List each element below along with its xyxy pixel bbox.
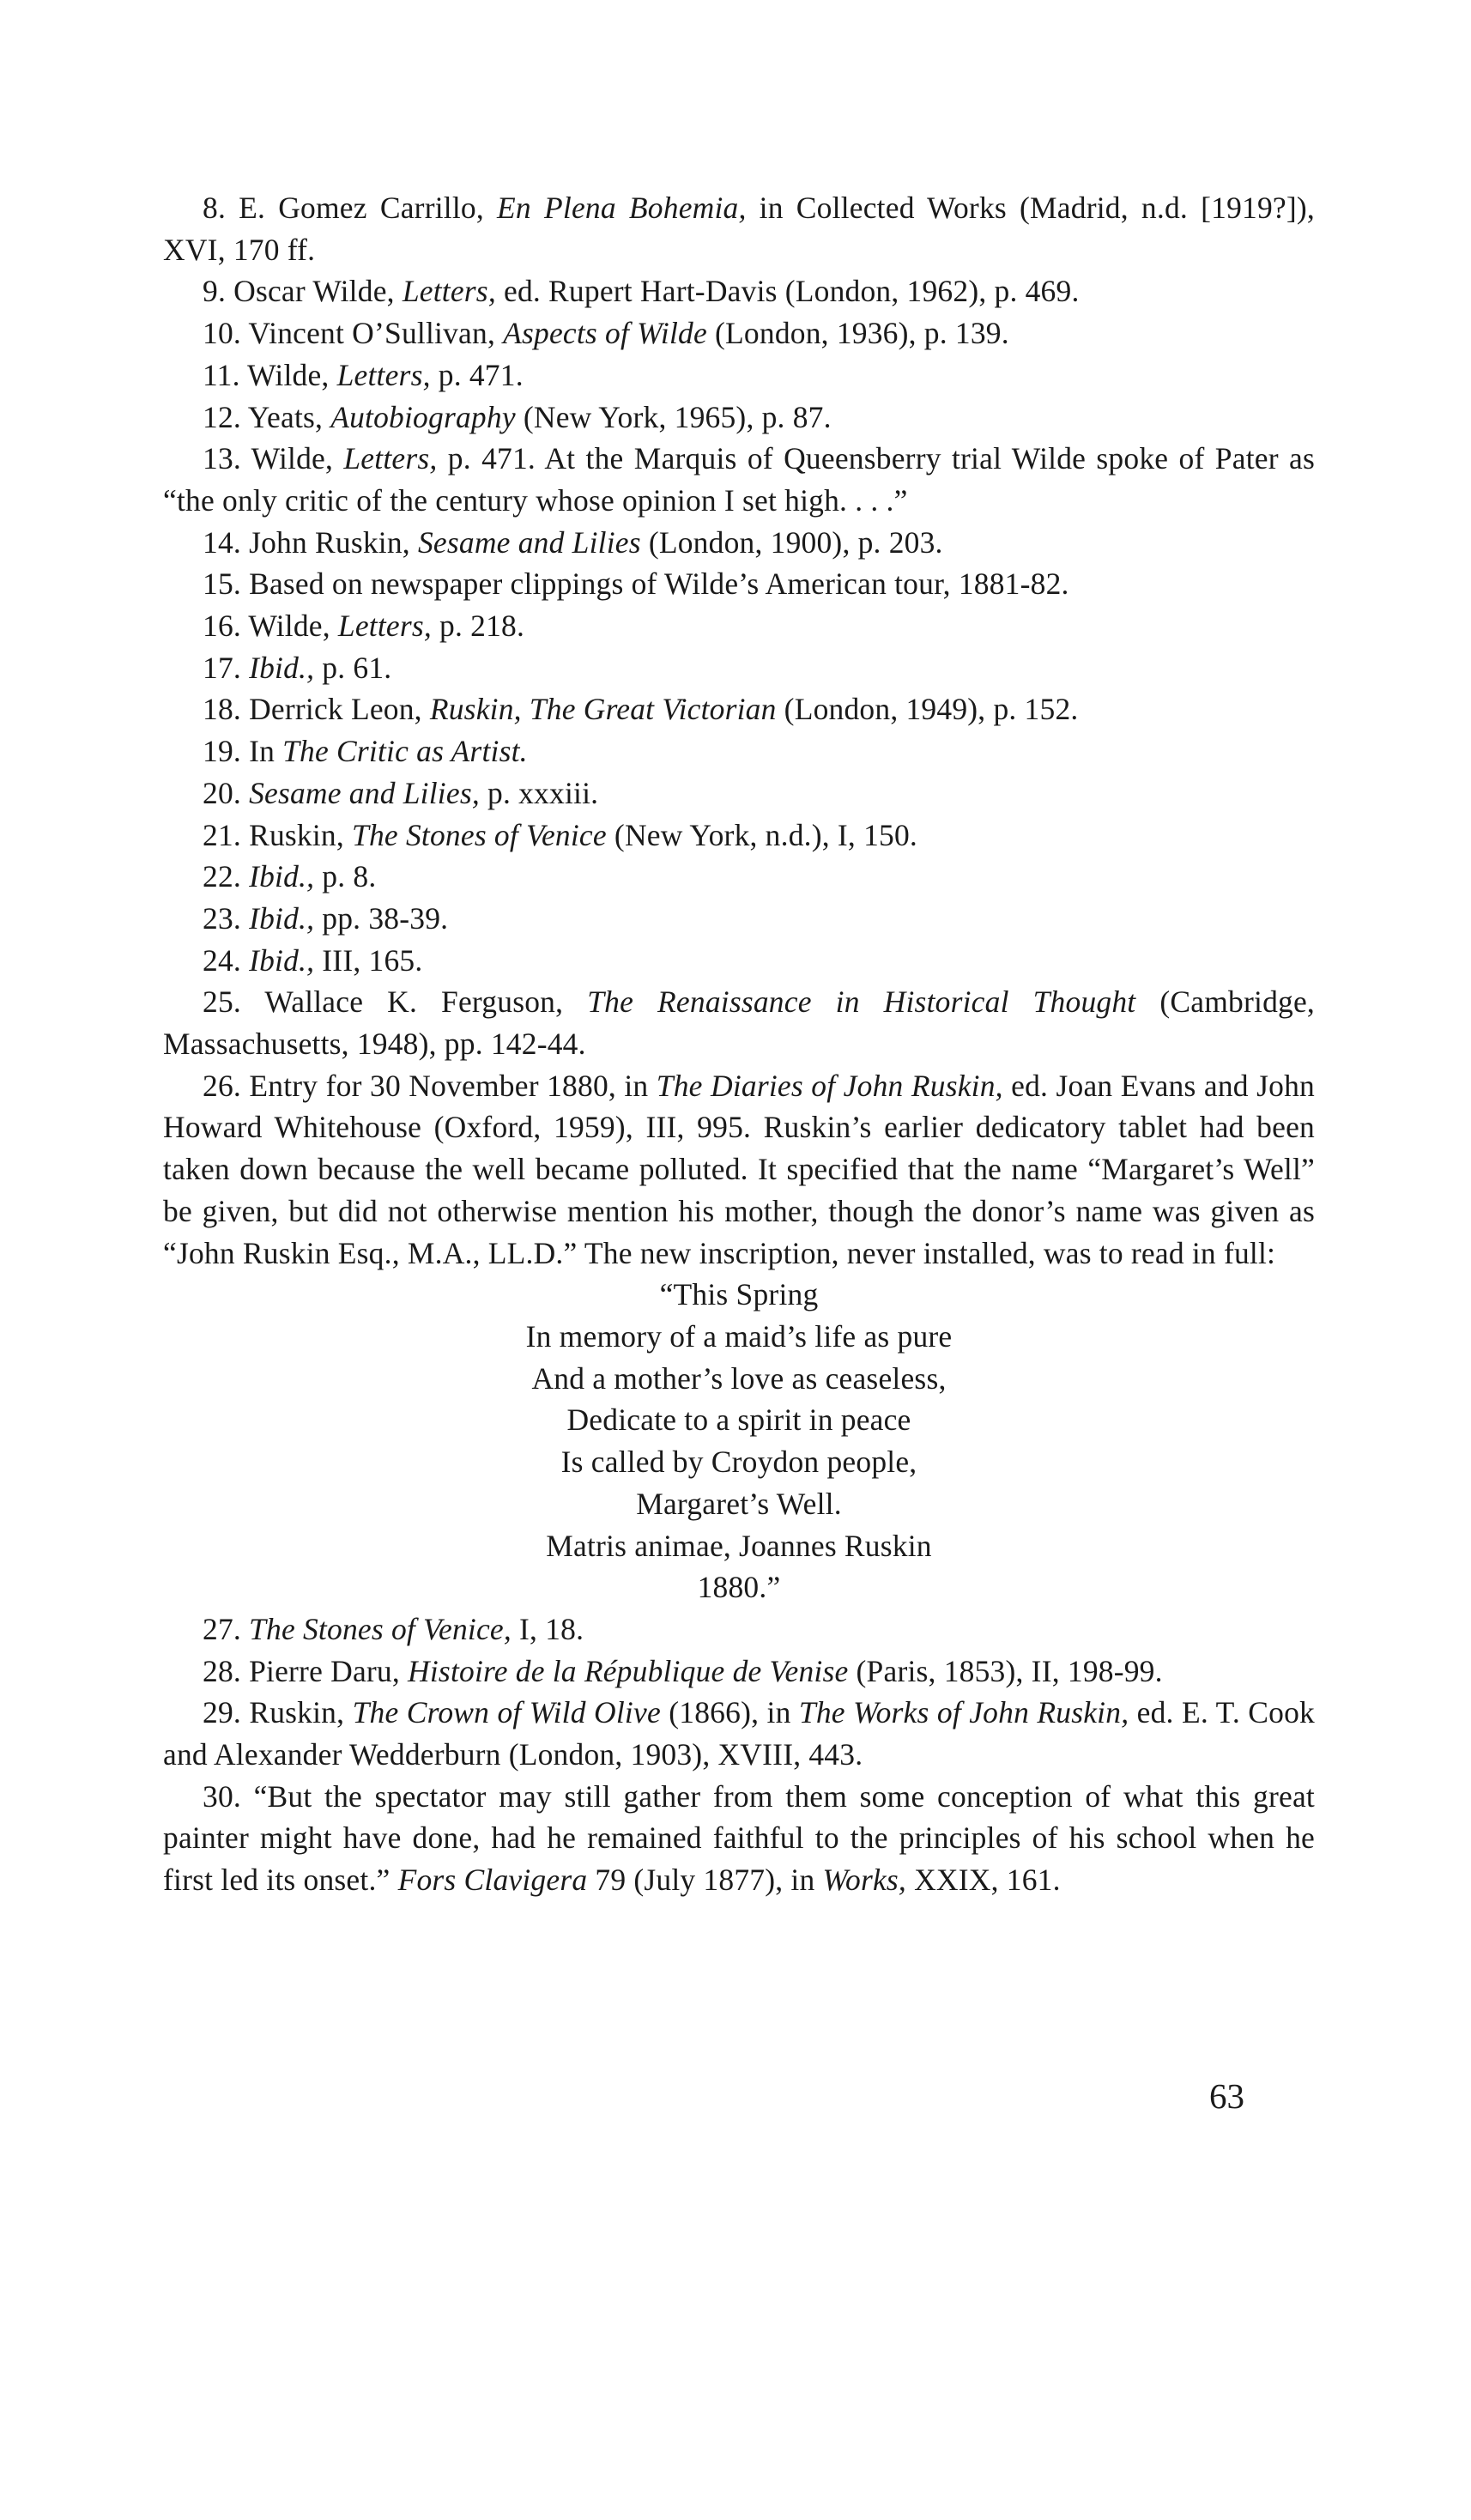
endnote-number: 27. xyxy=(203,1611,241,1646)
endnote-text: 79 (July 1877), in xyxy=(587,1863,823,1898)
endnote-title: Autobiography xyxy=(330,399,516,434)
endnote-text: E. Gomez Carrillo, xyxy=(239,191,498,225)
verse-line: Margaret’s Well. xyxy=(636,1486,842,1521)
endnote-title: The Stones of Venice, xyxy=(249,1611,512,1646)
endnote-title: En Plena Bohemia, xyxy=(497,191,747,225)
endnote xyxy=(163,1651,1315,1693)
endnote-title: Histoire de la République de Venise xyxy=(408,1653,849,1688)
endnote-number: 23. xyxy=(203,900,241,936)
endnote-number: 15. xyxy=(203,566,241,602)
endnote-number: 26. xyxy=(203,1068,241,1103)
endnote-text: in Collected Works (Madrid, n.d. [1919?]), XVI, 170 ff. xyxy=(163,191,1315,267)
verse-line: “This Spring xyxy=(659,1277,819,1312)
endnote xyxy=(163,1608,1315,1651)
endnote-text: ed. E. T. Cook and Alexander Wedderburn (London, 1903), XVIII, 443. xyxy=(163,1695,1315,1772)
endnote-title: Ibid., xyxy=(249,942,315,978)
endnote-title: The Works of John Ruskin, xyxy=(798,1695,1129,1730)
endnote-number: 29. xyxy=(203,1695,241,1730)
endnote xyxy=(163,1776,1315,1901)
endnote-text: pp. 38-39. xyxy=(314,900,449,936)
endnote-text: (New York, n.d.), I, 150. xyxy=(606,817,918,852)
endnote-text: p. xxxiii. xyxy=(479,775,599,810)
endnote xyxy=(163,522,1315,564)
endnote-number: 30. xyxy=(203,1778,241,1814)
endnote-title: Letters, xyxy=(336,357,431,392)
endnote-text: Ruskin, xyxy=(249,817,353,852)
endnote xyxy=(163,270,1315,312)
endnote-title: Fors Clavigera xyxy=(397,1863,588,1898)
endnote-text: ed. Joan Evans and John Howard Whitehouse (Oxford, 1959), III, 995. Ruskin’s earlier dedicatory tablet had been taken down because the well became polluted. It specified that the name “Margaret’s Well” be given, but did not otherwise mention his mother, though the donor’s name was given as “John Ruskin Esq., M.A., LL.D.” The new inscription, never installed, was to read in full: xyxy=(163,1068,1316,1270)
endnote-title: Letters, xyxy=(343,441,438,476)
endnote-text: p. 471. At the Marquis of Queensberry trial Wilde spoke of Pater as “the only critic of the century whose opinion I set high. . . .” xyxy=(163,441,1316,518)
endnote-number: 14. xyxy=(203,524,241,560)
endnote-text: ed. Rupert Hart-Davis (London, 1962), p. 469. xyxy=(495,274,1080,309)
endnote-title: The Stones of Venice xyxy=(352,817,607,852)
endnote-text: Wallace K. Ferguson, xyxy=(264,984,588,1020)
verse-line: Is called by Croydon people, xyxy=(560,1445,917,1480)
endnote-text: Wilde, xyxy=(248,609,338,644)
endnote-title: Aspects of Wilde xyxy=(503,316,707,351)
endnote-text: p. 218. xyxy=(431,609,525,644)
endnote-text: Entry for 30 November 1880, in xyxy=(249,1068,657,1103)
endnote-title: Ibid., xyxy=(249,859,315,894)
verse-line: 1880.” xyxy=(697,1570,781,1605)
endnote-title: The Critic as Artist. xyxy=(282,734,528,769)
endnote-title: Works, xyxy=(822,1863,907,1898)
endnote-number: 8. xyxy=(203,191,227,225)
endnotes-list xyxy=(163,187,1315,1901)
endnote-text: Wilde, xyxy=(251,441,344,476)
endnote xyxy=(163,438,1315,521)
endnote xyxy=(163,981,1315,1064)
endnote-text: Wilde, xyxy=(247,357,337,392)
endnote xyxy=(163,940,1315,982)
endnote-text: Oscar Wilde, xyxy=(233,274,403,309)
endnote xyxy=(163,312,1315,354)
endnote-text: (Paris, 1853), II, 198-99. xyxy=(848,1653,1163,1688)
endnote-text: (London, 1936), p. 139. xyxy=(706,316,1009,351)
endnote-text: Yeats, xyxy=(247,399,331,434)
endnote xyxy=(163,1065,1315,1275)
endnote-text: (London, 1900), p. 203. xyxy=(640,524,943,560)
endnote-number: 12. xyxy=(203,399,241,434)
endnote xyxy=(163,815,1315,857)
endnote-text: Ruskin, xyxy=(249,1695,353,1730)
endnote-number: 22. xyxy=(203,859,241,894)
endnote-text: p. 8. xyxy=(314,859,377,894)
endnote-text: (New York, 1965), p. 87. xyxy=(515,399,832,434)
endnote-text: Based on newspaper clippings of Wilde’s American tour, 1881-82. xyxy=(249,566,1069,602)
endnote-number: 28. xyxy=(203,1653,241,1688)
endnote xyxy=(163,187,1315,270)
endnote-text: p. 61. xyxy=(314,650,392,685)
endnote-title: Ibid., xyxy=(249,650,315,685)
verse-line: Dedicate to a spirit in peace xyxy=(566,1402,911,1438)
endnote-number: 19. xyxy=(203,734,241,769)
page-number: 63 xyxy=(1209,2076,1244,2116)
endnote-text: (1866), in xyxy=(660,1695,799,1730)
endnote-text: Pierre Daru, xyxy=(249,1653,409,1688)
endnote-number: 11. xyxy=(203,357,240,392)
endnote-number: 21. xyxy=(203,817,241,852)
endnote xyxy=(163,397,1315,439)
endnote xyxy=(163,647,1315,689)
endnote xyxy=(163,1692,1315,1775)
endnote-title: Ruskin, The Great Victorian xyxy=(429,692,777,727)
endnote xyxy=(163,772,1315,815)
endnote-number: 9. xyxy=(203,274,227,309)
endnote-number: 25. xyxy=(203,984,241,1020)
endnote-text: III, 165. xyxy=(314,942,423,978)
endnote xyxy=(163,856,1315,898)
endnote-text: (London, 1949), p. 152. xyxy=(776,692,1079,727)
endnote xyxy=(163,688,1315,730)
endnote-number: 10. xyxy=(203,316,241,351)
endnote-title: Letters, xyxy=(402,274,496,309)
endnote-number: 17. xyxy=(203,650,241,685)
endnote-title: Letters, xyxy=(337,609,432,644)
endnote-title: The Renaissance in Historical Thought xyxy=(587,984,1136,1020)
endnote-number: 24. xyxy=(203,942,241,978)
endnote-text: Vincent O’Sullivan, xyxy=(248,316,504,351)
endnote-number: 20. xyxy=(203,775,241,810)
endnote-number: 13. xyxy=(203,441,241,476)
endnote-text: (Cambridge, Massachusetts, 1948), pp. 142-44. xyxy=(163,984,1315,1062)
endnote xyxy=(163,898,1315,940)
endnote-text: John Ruskin, xyxy=(249,524,418,560)
endnote-title: The Diaries of John Ruskin, xyxy=(656,1068,1003,1103)
endnote-text: XXIX, 161. xyxy=(906,1863,1061,1898)
endnote-number: 18. xyxy=(203,692,241,727)
endnote-text: p. 471. xyxy=(430,357,524,392)
endnote-title: The Crown of Wild Olive xyxy=(352,1695,661,1730)
inscription-verse xyxy=(163,1274,1315,1608)
verse-line: Matris animae, Joannes Ruskin xyxy=(546,1528,932,1563)
endnote-text: I, 18. xyxy=(511,1611,584,1646)
endnote xyxy=(163,730,1315,772)
endnote-title: Sesame and Lilies, xyxy=(249,775,480,810)
endnote-text: In xyxy=(249,734,283,769)
endnote-number: 16. xyxy=(203,609,241,644)
verse-line: And a mother’s love as ceaseless, xyxy=(531,1360,947,1396)
endnote-title: Ibid., xyxy=(249,900,315,936)
endnote xyxy=(163,563,1315,605)
endnote-title: Sesame and Lilies xyxy=(417,524,641,560)
endnote xyxy=(163,605,1315,647)
endnote-text: Derrick Leon, xyxy=(249,692,430,727)
verse-line: In memory of a maid’s life as pure xyxy=(525,1318,953,1354)
endnote-text: “But the spectator may still gather from them some conception of what this great painter might have done, had he remained faithful to the principles of his school when he first led its onset.” xyxy=(163,1778,1315,1898)
endnote xyxy=(163,354,1315,397)
